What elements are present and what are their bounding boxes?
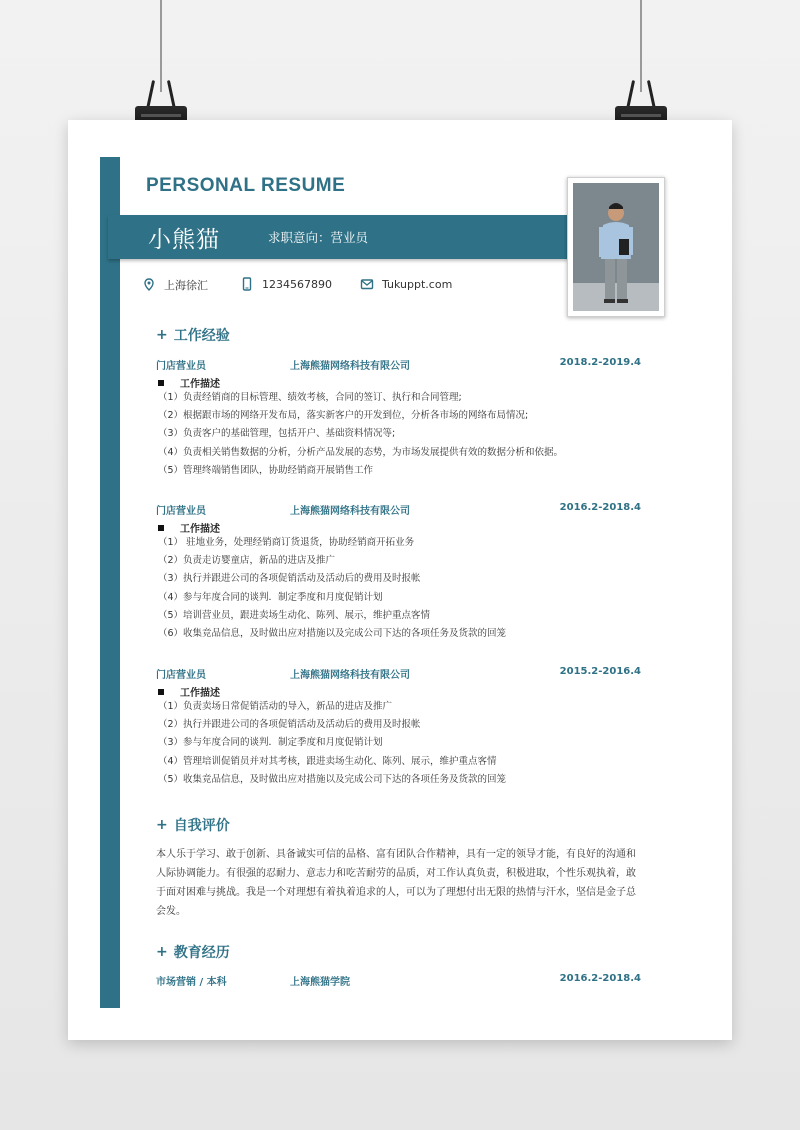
name-band: [108, 215, 568, 259]
list-item: （1）负责经销商的目标管理、绩效考核，合同的签订、执行和合同管理;: [158, 392, 462, 403]
contact-email: [360, 277, 452, 291]
job-company: 上海熊猫网络科技有限公司: [290, 670, 410, 681]
list-item: （3）参与年度合同的谈判．制定季度和月度促销计划: [158, 737, 383, 749]
phone-icon: [240, 277, 254, 291]
hanging-string-left: [160, 0, 162, 92]
section-work-heading: + 工作经验: [156, 327, 230, 344]
bullet-square-icon: [158, 689, 164, 695]
contact-location: [142, 277, 208, 293]
list-item: （3）负责客户的基础管理，包括开户、基础资料情况等;: [158, 428, 396, 440]
email-text: Tukuppt.com: [382, 277, 453, 291]
list-item: （2）执行并跟进公司的各项促销活动及活动后的费用及时报帐: [158, 719, 421, 731]
phone-text: 1234567890: [262, 277, 332, 291]
section-edu-heading: + 教育经历: [156, 944, 230, 961]
bullet-square-icon: [158, 380, 164, 386]
list-item: （4）管理培训促销员并对其考核，跟进卖场生动化、陈列、展示，维护重点客情: [158, 755, 497, 767]
edu-school: 上海熊猫学院: [290, 977, 350, 988]
job-position: 门店营业员: [156, 361, 206, 372]
job-date: 2016.2-2018.4: [559, 502, 641, 513]
list-item: （2）负责走访婴童店，新品的进店及推广: [158, 555, 336, 567]
list-item: （5）培训营业员，跟进卖场生动化、陈列、展示，维护重点客情: [158, 609, 431, 621]
contact-phone: [240, 277, 332, 291]
edu-major: 市场营销 / 本科: [156, 977, 227, 988]
plus-icon: +: [156, 817, 168, 833]
location-text: 上海徐汇: [164, 279, 208, 292]
list-item: （5）收集竞品信息，及时做出应对措施以及完成公司下达的各项任务及货款的回笼: [158, 773, 507, 785]
job-desc-list: [158, 698, 506, 789]
bullet-square-icon: [158, 525, 164, 531]
job-company: 上海熊猫网络科技有限公司: [290, 361, 410, 372]
list-item: （4）参与年度合同的谈判．制定季度和月度促销计划: [158, 591, 383, 603]
candidate-name: 小熊猫: [148, 226, 220, 253]
job-date: 2015.2-2016.4: [559, 666, 641, 677]
section-self-heading: + 自我评价: [156, 817, 230, 834]
profile-photo: [573, 183, 659, 311]
email-icon: [360, 277, 374, 291]
job-desc-heading: 工作描述: [158, 520, 220, 535]
list-item: （1）负责卖场日常促销活动的导入，新品的进店及推广: [158, 701, 393, 712]
profile-photo-frame: [567, 177, 665, 317]
self-evaluation-text: 本人乐于学习、敢于创新、具备诚实可信的品格、富有团队合作精神，具有一定的领导才能，有良好的沟通和人际协调能力。有很强的忍耐力、意志力和吃苦耐劳的品质，对工作认真负责，积极进取，个性乐观执着，敢于面对困难与挑战。我是一个对理想有着执着追求的人，可以为了理想付出无限的热情与汗水，坚信是金子总会发。: [156, 849, 636, 917]
resume-paper: [68, 120, 732, 1040]
side-accent-bar: [100, 157, 120, 1008]
job-position: 门店营业员: [156, 506, 206, 517]
job-desc-list: [158, 389, 563, 480]
list-item: （4）负责相关销售数据的分析，分析产品发展的态势，为市场发展提供有效的数据分析和依据。: [158, 446, 564, 458]
job-date: 2018.2-2019.4: [559, 357, 641, 368]
job-desc-heading: 工作描述: [158, 375, 220, 390]
hanging-string-right: [640, 0, 642, 92]
job-position: 门店营业员: [156, 670, 206, 681]
list-item: （2）根据跟市场的网络开发布局，落实新客户的开发到位，分析各市场的网络布局情况;: [158, 410, 529, 422]
job-desc-heading: 工作描述: [158, 684, 220, 699]
list-item: （5）管理终端销售团队，协助经销商开展销售工作: [158, 464, 374, 476]
location-pin-icon: [142, 278, 156, 292]
plus-icon: +: [156, 944, 168, 960]
job-company: 上海熊猫网络科技有限公司: [290, 506, 410, 517]
list-item: （1） 驻地业务，处理经销商订货退货，协助经销商开拓业务: [158, 537, 415, 548]
plus-icon: +: [156, 327, 168, 343]
job-intent: 求职意向：营业员: [268, 230, 369, 245]
list-item: （6）收集竞品信息，及时做出应对措施以及完成公司下达的各项任务及货款的回笼: [158, 627, 507, 639]
person-figure-icon: [573, 183, 659, 311]
edu-date: 2016.2-2018.4: [559, 973, 641, 984]
job-desc-list: [158, 534, 506, 643]
resume-title: PERSONAL RESUME: [146, 175, 346, 196]
list-item: （3）执行并跟进公司的各项促销活动及活动后的费用及时报帐: [158, 573, 421, 585]
